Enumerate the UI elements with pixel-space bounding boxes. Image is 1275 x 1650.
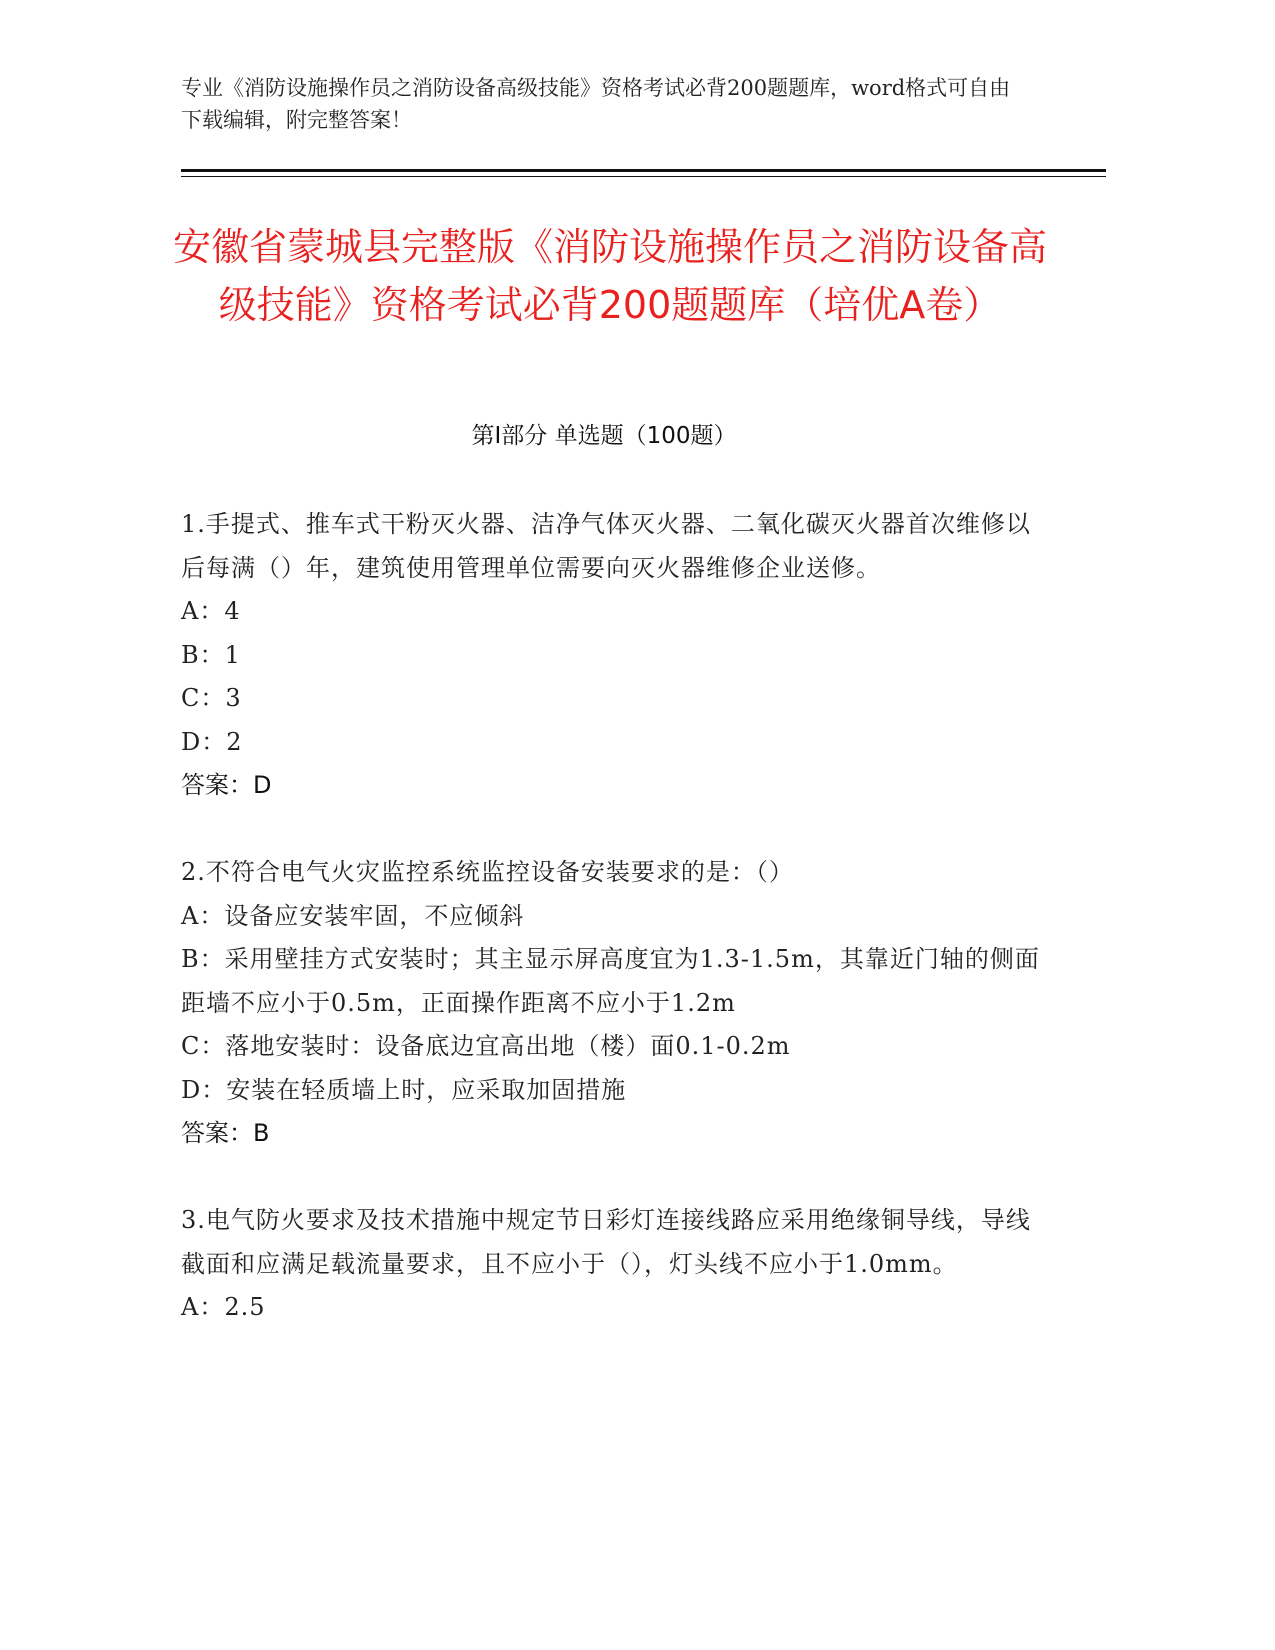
option-a: A：设备应安装牢固，不应倾斜 [181, 901, 525, 930]
spacer [181, 808, 1041, 852]
document-title: 安徽省蒙城县完整版《消防设施操作员之消防设备高级技能》资格考试必背200题题库（培优A卷） [172, 225, 1047, 327]
option-c: C：3 [181, 684, 242, 712]
option-d: D：2 [181, 727, 243, 756]
option-b: B：采用壁挂方式安装时；其主显示屏高度宜为1.3-1.5m，其靠近门轴的侧面距墙不应小于0.5m，正面操作距离不应小于1.2m [181, 945, 1040, 1017]
question-1 [181, 503, 1041, 808]
option-d: D：安装在轻质墙上时，应采取加固措施 [181, 1075, 627, 1104]
option-b: B：1 [181, 640, 241, 669]
question-3 [181, 1199, 1041, 1330]
option-c: C：落地安装时：设备底边宜高出地（楼）面0.1-0.2m [181, 1032, 791, 1060]
header-divider-thick [181, 169, 1106, 172]
option-a: A：2.5 [181, 1293, 266, 1321]
question-list [181, 503, 1041, 1330]
section-heading: 第Ⅰ部分 单选题（100题） [471, 423, 737, 449]
option-a: A：4 [181, 597, 241, 625]
header-note: 专业《消防设施操作员之消防设备高级技能》资格考试必背200题题库，word格式可自由下载编辑，附完整答案！ [181, 76, 1011, 132]
question-stem: 1.手提式、推车式干粉灭火器、洁净气体灭火器、二氧化碳灭火器首次维修以后每满（）年，建筑使用管理单位需要向灭火器维修企业送修。 [181, 510, 1031, 582]
question-stem: 3.电气防火要求及技术措施中规定节日彩灯连接线路应采用绝缘铜导线，导线截面和应满足载流量要求，且不应小于（），灯头线不应小于1.0mm。 [181, 1206, 1031, 1278]
question-stem: 2.不符合电气火灾监控系统监控设备安装要求的是：（） [181, 858, 794, 886]
answer: 答案：D [181, 771, 272, 799]
answer: 答案：B [181, 1119, 270, 1147]
question-2 [181, 851, 1041, 1156]
header-divider-thin [181, 176, 1106, 177]
spacer [181, 1156, 1041, 1200]
